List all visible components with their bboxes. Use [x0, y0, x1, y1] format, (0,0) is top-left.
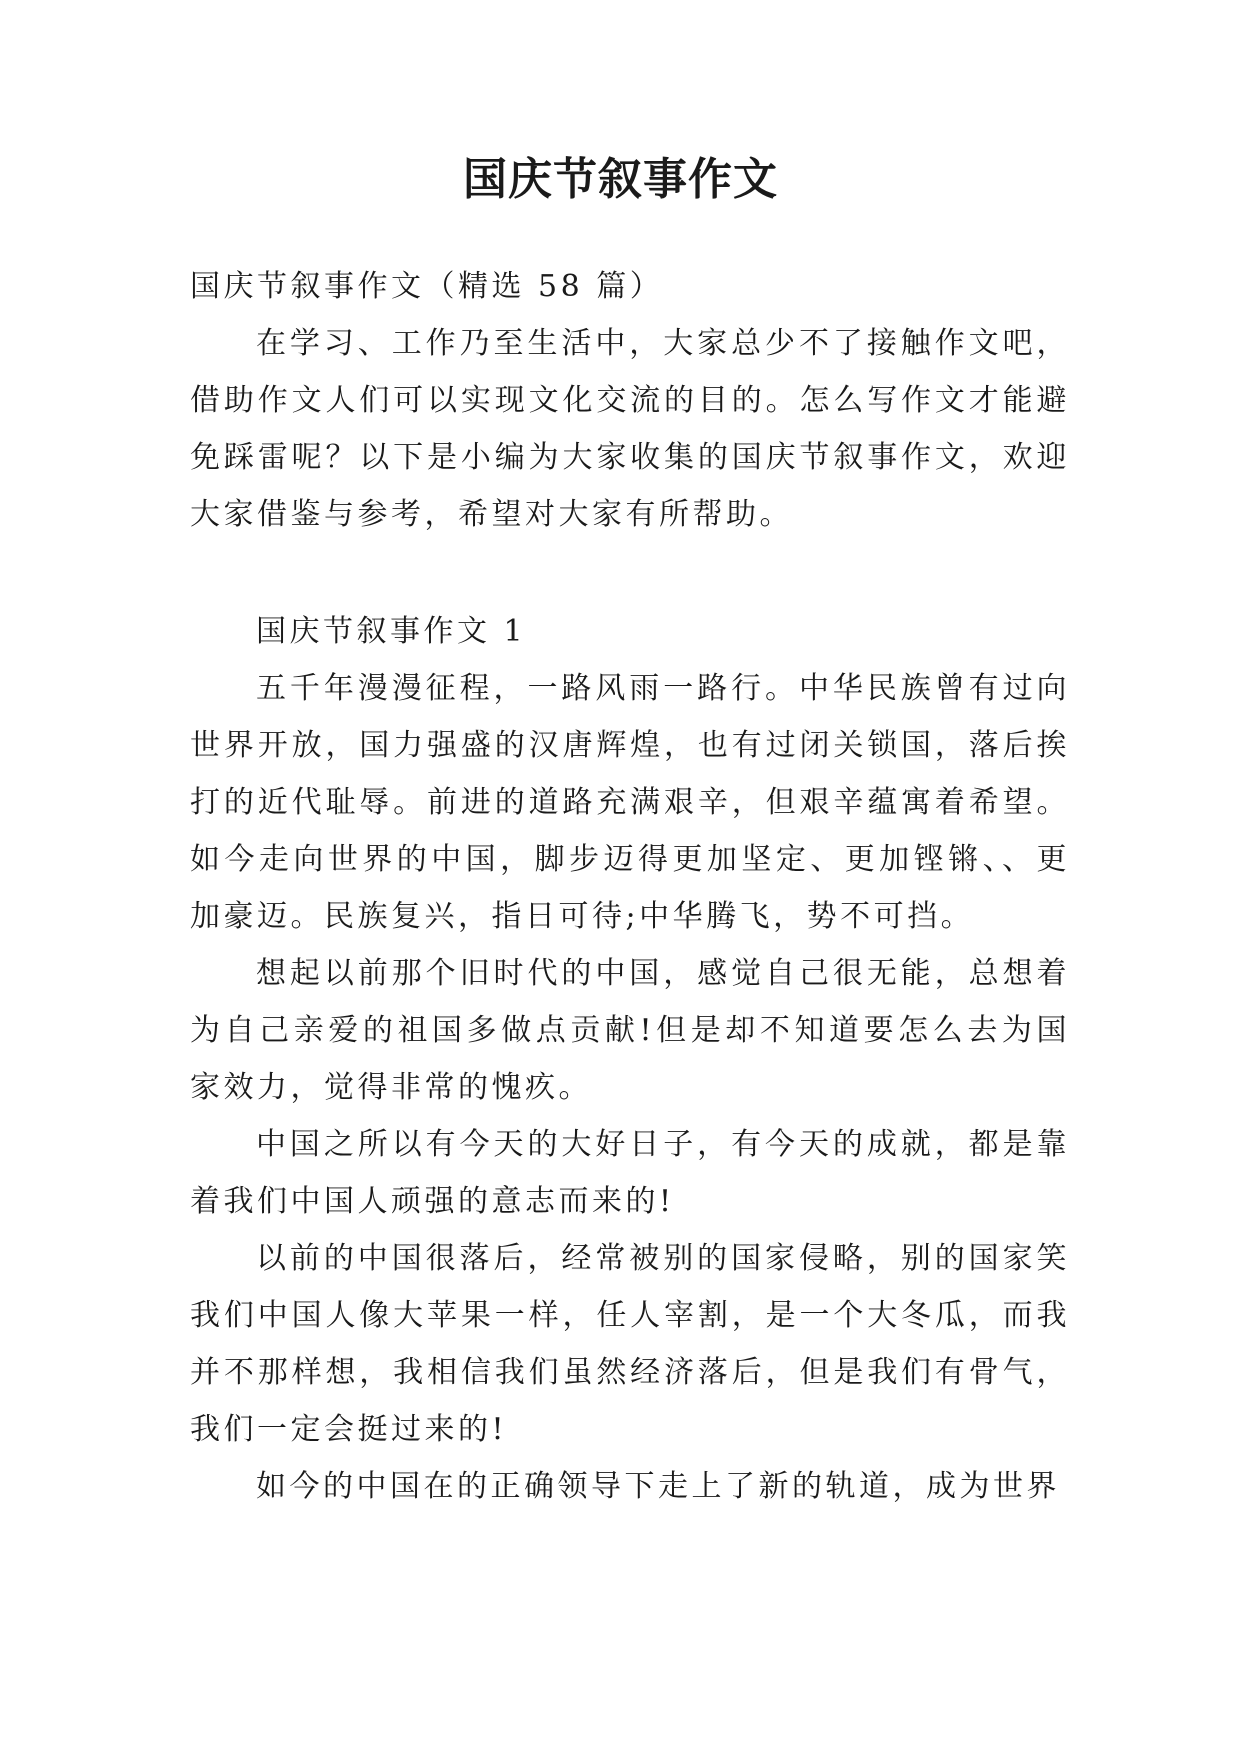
body-paragraph: 以前的中国很落后，经常被别的国家侵略，别的国家笑我们中国人像大苹果一样，任人宰割，是一个大冬瓜，而我并不那样想，我相信我们虽然经济落后，但是我们有骨气，我们一定会挺过来的! [190, 1241, 1070, 1447]
document-subtitle: 国庆节叙事作文（精选 58 篇） [190, 269, 664, 304]
body-paragraph: 想起以前那个旧时代的中国，感觉自己很无能，总想着为自己亲爱的祖国多做点贡献!但是却不知道要怎么去为国家效力，觉得非常的愧疚。 [190, 956, 1070, 1105]
body-paragraph: 如今的中国在的正确领导下走上了新的轨道，成为世界 [256, 1469, 1060, 1504]
document-title: 国庆节叙事作文 [463, 154, 778, 205]
body-paragraph: 五千年漫漫征程，一路风雨一路行。中华民族曾有过向世界开放，国力强盛的汉唐辉煌，也有过闭关锁国，落后挨打的近代耻辱。前进的道路充满艰辛，但艰辛蕴寓着希望。如今走向世界的中国，脚步迈得更加坚定、更加铿锵、、更加豪迈。民族复兴，指日可待;中华腾飞，势不可挡。 [190, 671, 1070, 934]
document-body [190, 258, 1070, 1515]
intro-paragraph: 在学习、工作乃至生活中，大家总少不了接触作文吧，借助作文人们可以实现文化交流的目的。怎么写作文才能避免踩雷呢？以下是小编为大家收集的国庆节叙事作文，欢迎大家借鉴与参考，希望对大家有所帮助。 [190, 326, 1070, 532]
body-paragraph: 中国之所以有今天的大好日子，有今天的成就，都是靠着我们中国人顽强的意志而来的! [190, 1127, 1070, 1219]
section-heading: 国庆节叙事作文 1 [256, 614, 527, 649]
